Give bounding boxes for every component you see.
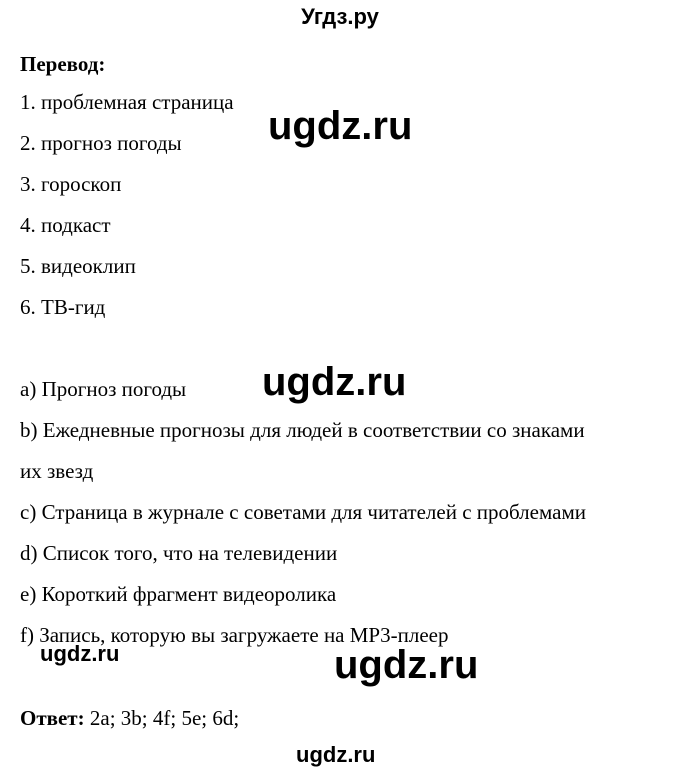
translation-item-6: 6. ТВ-гид (20, 295, 106, 319)
watermark-2: ugdz.ru (262, 360, 407, 404)
translation-item-2: 2. прогноз погоды (20, 131, 182, 155)
watermark-1: ugdz.ru (268, 104, 413, 148)
definition-b-continued: их звезд (20, 459, 94, 483)
answer-value: 2a; 3b; 4f; 5e; 6d; (84, 706, 240, 730)
answer-label: Ответ: (20, 706, 85, 730)
translation-item-5: 5. видеоклип (20, 254, 136, 278)
watermark-4: ugdz.ru (40, 641, 120, 666)
translation-item-3: 3. гороскоп (20, 172, 122, 196)
translation-item-1: 1. проблемная страница (20, 90, 234, 114)
site-header: Угдз.ру (301, 4, 379, 29)
answer-line (20, 706, 239, 730)
translation-heading: Перевод: (20, 52, 106, 76)
definition-f: f) Запись, которую вы загружаете на MP3-плеер (20, 623, 449, 647)
definition-a: a) Прогноз погоды (20, 377, 187, 401)
definition-b: b) Ежедневные прогнозы для людей в соответствии со знаками (20, 418, 585, 442)
definition-d: d) Список того, что на телевидении (20, 541, 338, 565)
definition-e: e) Короткий фрагмент видеоролика (20, 582, 337, 606)
translation-item-4: 4. подкаст (20, 213, 111, 237)
watermark-5: ugdz.ru (296, 742, 376, 767)
watermark-3: ugdz.ru (334, 643, 479, 687)
definition-c: c) Страница в журнале с советами для читателей с проблемами (20, 500, 586, 524)
